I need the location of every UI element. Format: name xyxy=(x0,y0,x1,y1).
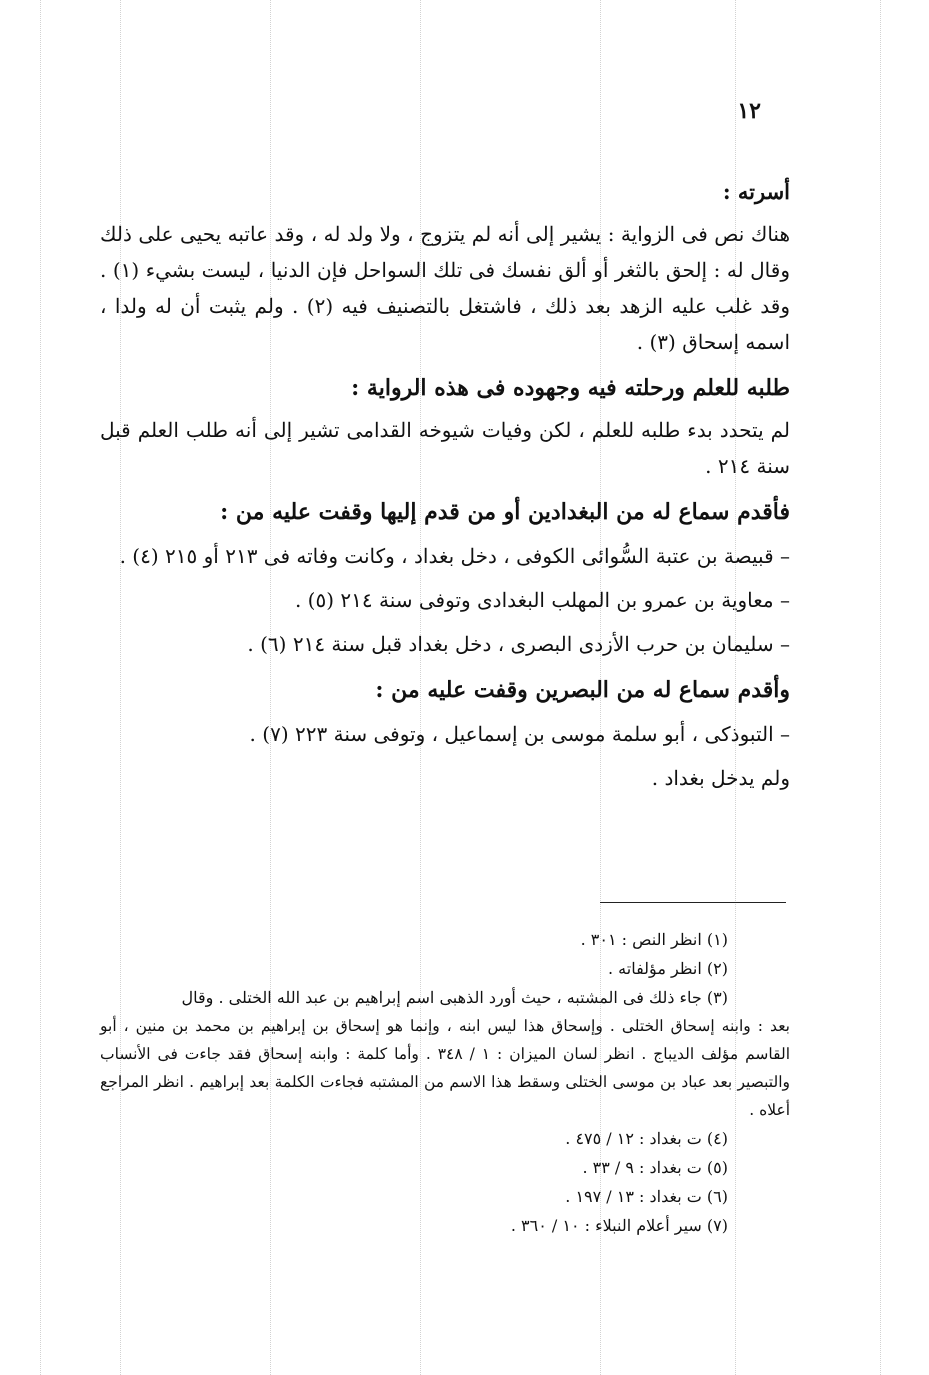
list-item: – التبوذكى ، أبو سلمة موسى بن إسماعيل ، وتوفى سنة ٢٢٣ (٧) . xyxy=(249,722,790,746)
main-text xyxy=(100,168,790,802)
footnotes xyxy=(100,925,790,1240)
list-item: – قبيصة بن عتبة السُّوائى الكوفى ، دخل بغداد ، وكانت وفاته فى ٢١٣ أو ٢١٥ (٤) . xyxy=(119,544,790,568)
footnote-separator xyxy=(600,902,786,903)
scan-dotted-line xyxy=(40,0,41,1375)
scan-dotted-line xyxy=(880,0,881,1375)
list-item: – معاوية بن عمرو بن المهلب البغدادى وتوفى سنة ٢١٤ (٥) . xyxy=(294,588,790,612)
study-paragraph: لم يتحدد بدء طلبه للعلم ، لكن وفيات شيوخه القدامى تشير إلى أنه طلب العلم قبل سنة ٢١٤ . xyxy=(100,418,790,478)
section-heading-study: طلبه للعلم ورحلته فيه وجهوده فى هذه الرواية : xyxy=(351,375,790,401)
footnote-1: (١) انظر النص : ٣٠١ . xyxy=(580,930,728,949)
list-item: – سليمان بن حرب الأزدى البصرى ، دخل بغداد قبل سنة ٢١٤ (٦) . xyxy=(247,632,790,656)
footnote-3: (٣) جاء ذلك فى المشتبه ، حيث أورد الذهبى اسم إبراهيم بن عبد الله الختلى . وقال xyxy=(181,988,728,1007)
footnote-3-continued: بعد : وابنه إسحاق الختلى . وإسحاق هذا ليس ابنه ، وإنما هو إسحاق بن إبراهيم بن محمد بن منين ، أبو القاسم مؤلف الديباج . انظر لسان الميزان : ١ / ٣٤٨ . وأما كلمة : وابنه إسحاق فقد جاءت فى الأنساب والتبصير بعد عباد بن موسى الختلى وسقط هذا الاسم من المشتبه فجاءت الكلمة بعد إبراهيم . انظر المراجع أعلاه . xyxy=(100,1017,791,1119)
section-heading-basra: وأقدم سماع له من البصرين وقفت عليه من : xyxy=(375,677,790,703)
footnote-4: (٤) ت بغداد : ١٢ / ٤٧٥ . xyxy=(565,1129,728,1148)
family-paragraph: هناك نص فى الزواية : يشير إلى أنه لم يتزوج ، ولا ولد له ، وقد عاتبه يحيى على ذلك وقال له : إلحق بالثغر أو ألق نفسك فى تلك السواحل فإن الدنيا ، ليست بشيء (١) . وقد غلب عليه الزهد بعد ذلك ، فاشتغل بالتصنيف فيه (٢) . ولم يثبت أن له ولدا ، اسمه إسحاق (٣) . xyxy=(100,222,790,354)
footnote-7: (٧) سير أعلام النبلاء : ١٠ / ٣٦٠ . xyxy=(510,1216,728,1235)
section-heading-family: أسرته : xyxy=(722,179,790,204)
footnote-6: (٦) ت بغداد : ١٣ / ١٩٧ . xyxy=(565,1187,728,1206)
footnote-5: (٥) ت بغداد : ٩ / ٣٣ . xyxy=(582,1158,728,1177)
list-item: ولم يدخل بغداد . xyxy=(651,766,790,790)
section-heading-baghdad: فأقدم سماع له من البغدادين أو من قدم إليها وقفت عليه من : xyxy=(220,499,790,525)
page-number: ١٢ xyxy=(737,98,761,124)
footnote-2: (٢) انظر مؤلفاته . xyxy=(608,959,728,978)
